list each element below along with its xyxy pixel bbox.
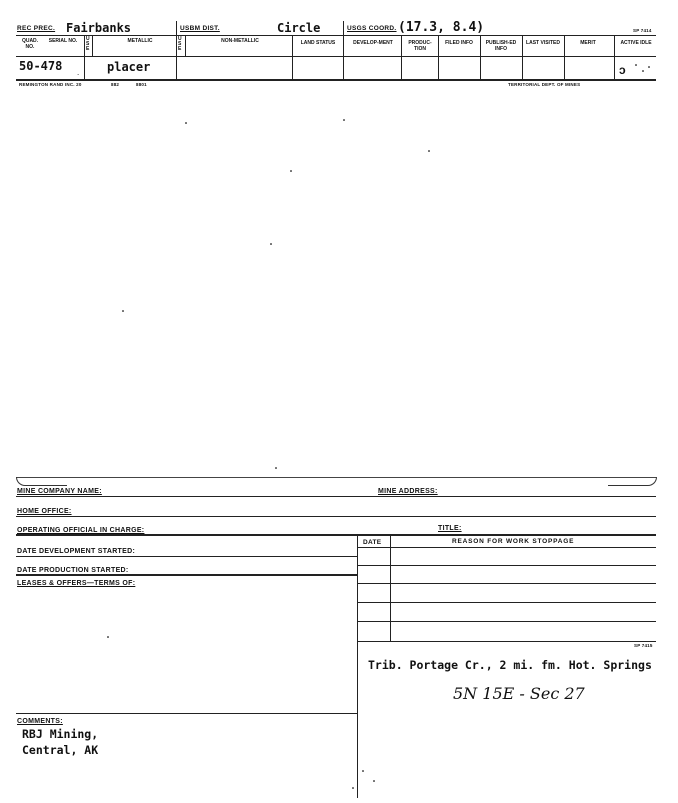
handwritten-location: 5N 15E - Sec 27	[453, 684, 585, 703]
rec-prec-value: Fairbanks	[66, 21, 132, 35]
usbm-dist-value: Circle	[277, 21, 321, 35]
metallic-value: placer	[107, 60, 151, 74]
comments-line-2: Central, AK	[22, 743, 99, 757]
form-number-top: SP 7414	[633, 28, 652, 33]
mine-address-label: MINE ADDRESS:	[378, 488, 438, 495]
header-production: PRODUC-TION	[408, 40, 432, 52]
rec-prec-label: REC PREC.	[17, 25, 56, 32]
location-text: Trib. Portage Cr., 2 mi. fm. Hot. Springs	[368, 658, 652, 672]
quad-serial-value: 50-478	[19, 59, 63, 73]
header-nonmetallic: NON-METALLIC	[221, 38, 259, 44]
header-land-status: LAND STATUS	[300, 40, 336, 46]
date-column-header: DATE	[363, 539, 382, 546]
reason-column-header: REASON FOR WORK STOPPAGE	[452, 538, 575, 545]
header-filed-info: FILED INFO	[445, 40, 473, 46]
footer-right: TERRITORIAL DEPT. OF MINES	[508, 82, 581, 87]
header-published-info: PUBLISH-ED INFO	[485, 40, 517, 52]
form-number-bottom: SP 7415	[634, 643, 653, 648]
footer-left: REMINGTON RAND INC. 20	[19, 82, 82, 87]
header-development: DEVELOP-MENT	[353, 40, 393, 46]
footer-code1: 882	[111, 82, 120, 87]
leases-label: LEASES & OFFERS—TERMS OF:	[17, 580, 136, 587]
comments-line-1: RBJ Mining,	[22, 727, 99, 741]
home-office-label: HOME OFFICE:	[17, 508, 72, 515]
date-production-label: DATE PRODUCTION STARTED:	[17, 567, 129, 574]
footer-code2: 8801	[136, 82, 147, 87]
operating-official-label: OPERATING OFFICIAL IN CHARGE:	[17, 527, 145, 534]
header-merit: MERIT	[580, 40, 596, 46]
date-development-label: DATE DEVELOPMENT STARTED:	[17, 548, 136, 555]
header-serial-no: SERIAL NO.	[48, 38, 78, 44]
comments-label: COMMENTS:	[17, 718, 63, 725]
header-active-idle: ACTIVE IDLE	[620, 40, 652, 46]
mine-company-name-label: MINE COMPANY NAME:	[17, 488, 102, 495]
header-quad-no: QUAD. NO.	[21, 38, 39, 50]
active-idle-mark: ↄ	[619, 63, 626, 77]
usbm-dist-label: USBM DIST.	[180, 25, 220, 32]
usgs-coord-label: USGS COORD.	[347, 25, 397, 32]
header-metallic: METALLIC	[127, 38, 153, 44]
usgs-coord-value: (17.3, 8.4)	[398, 20, 485, 35]
header-nonmetallic-use: U S E	[178, 36, 182, 52]
header-metallic-use: U S E	[86, 36, 90, 52]
title-label: TITLE:	[438, 525, 462, 532]
header-last-visited: LAST VISITED	[526, 40, 560, 46]
